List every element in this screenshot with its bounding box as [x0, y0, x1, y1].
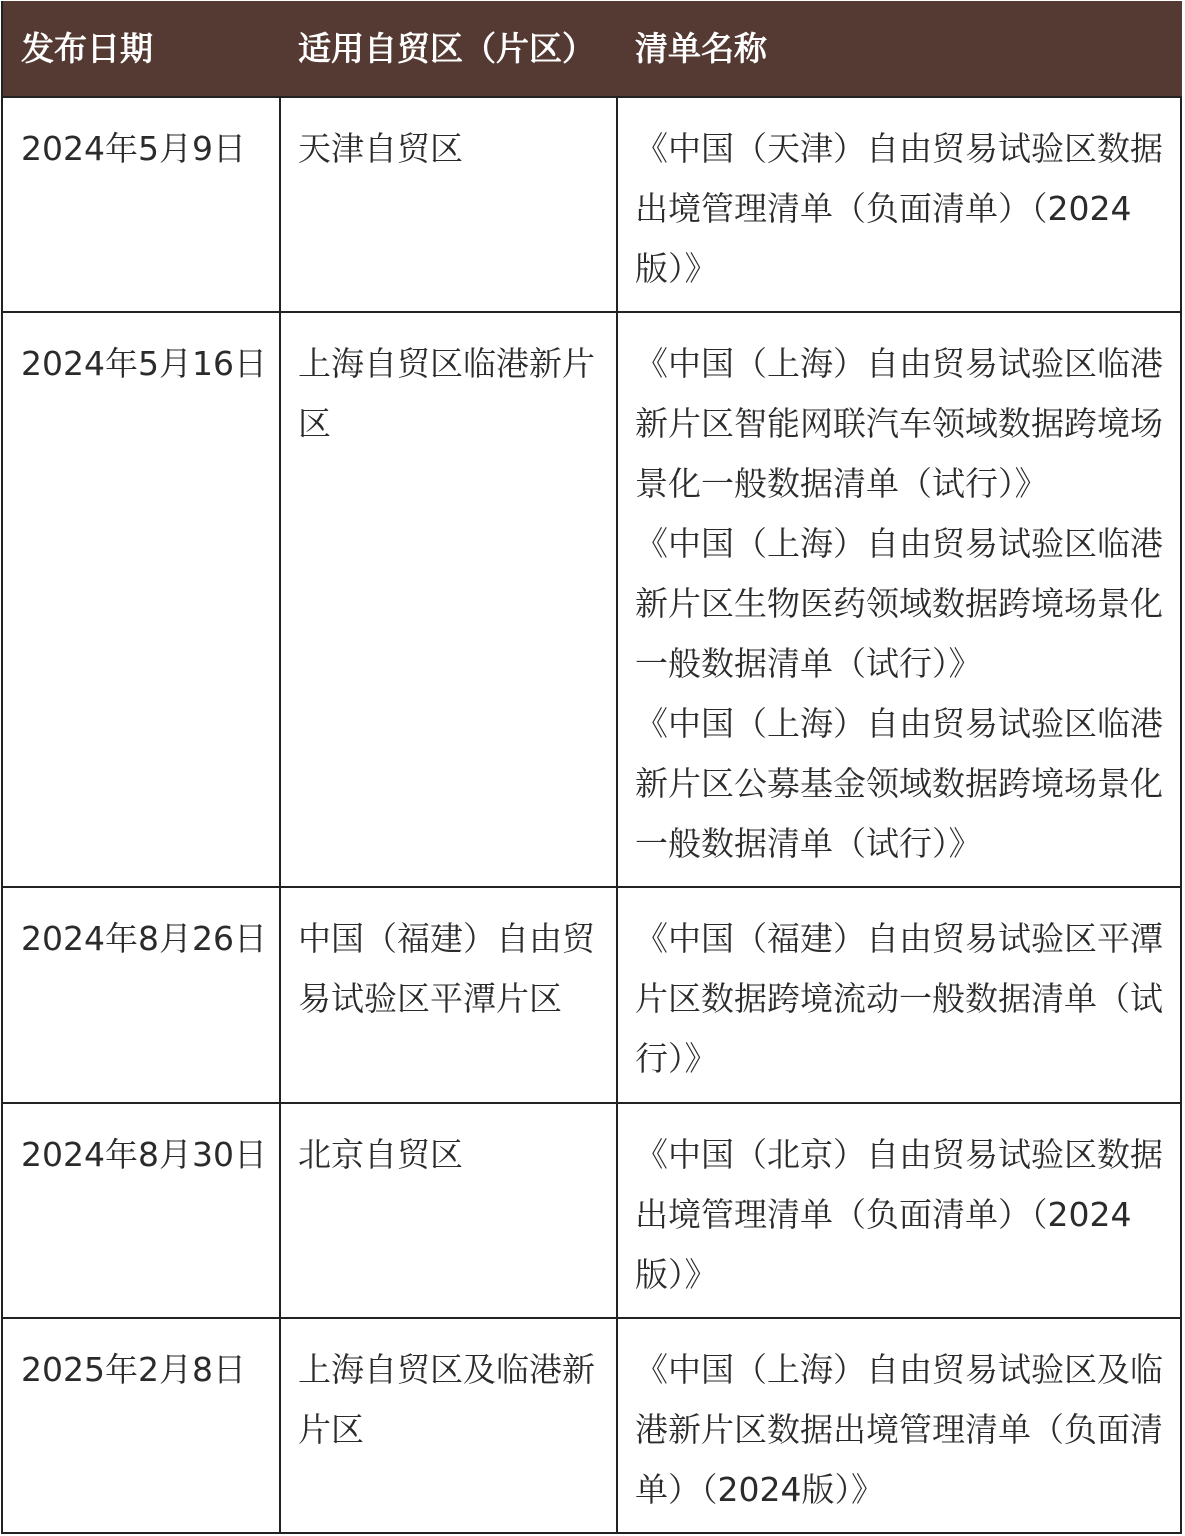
header-applicable-zone: 适用自贸区（片区） [298, 29, 595, 68]
list-name: 《中国（上海）自由贸易试验区临港新片区智能网联汽车领域数据跨境场景化一般数据清单（试行）》 [635, 344, 1163, 503]
data-list-table [1, 1, 1182, 1534]
list-name: 《中国（福建）自由贸易试验区平潭片区数据跨境流动一般数据清单（试行）》 [635, 919, 1163, 1078]
row-1-zone: 天津自贸区 [298, 129, 463, 168]
list-name: 《中国（上海）自由贸易试验区临港新片区公募基金领域数据跨境场景化一般数据清单（试行）》 [635, 704, 1163, 863]
row-2-zone: 上海自贸区临港新片区 [298, 344, 595, 443]
list-name: 《中国（北京）自由贸易试验区数据出境管理清单（负面清单）（2024版）》 [635, 1135, 1163, 1294]
row-divider [3, 1102, 1182, 1104]
row-5-list-names [635, 1340, 1169, 1520]
list-name: 《中国（上海）自由贸易试验区临港新片区生物医药领域数据跨境场景化一般数据清单（试行）》 [635, 524, 1163, 683]
header-publish-date: 发布日期 [21, 29, 153, 68]
row-2-list-names [635, 334, 1169, 874]
list-name: 《中国（上海）自由贸易试验区及临港新片区数据出境管理清单（负面清单）（2024版）》 [635, 1350, 1163, 1509]
row-2-date: 2024年5月16日 [21, 344, 267, 383]
row-1-list-names [635, 119, 1169, 299]
row-divider [3, 311, 1182, 313]
row-1-date: 2024年5月9日 [21, 129, 246, 168]
row-3-list-names [635, 909, 1169, 1089]
row-4-zone: 北京自贸区 [298, 1135, 463, 1174]
row-divider [3, 886, 1182, 888]
row-3-date: 2024年8月26日 [21, 919, 267, 958]
row-5-date: 2025年2月8日 [21, 1350, 246, 1389]
row-3-zone: 中国（福建）自由贸易试验区平潭片区 [298, 919, 595, 1018]
row-4-date: 2024年8月30日 [21, 1135, 267, 1174]
list-name: 《中国（天津）自由贸易试验区数据出境管理清单（负面清单）（2024版）》 [635, 129, 1163, 288]
row-divider [3, 96, 1182, 98]
row-divider [3, 1317, 1182, 1319]
row-5-zone: 上海自贸区及临港新片区 [298, 1350, 595, 1449]
row-4-list-names [635, 1125, 1169, 1305]
table-header [3, 1, 1182, 96]
header-list-name: 清单名称 [635, 29, 767, 68]
